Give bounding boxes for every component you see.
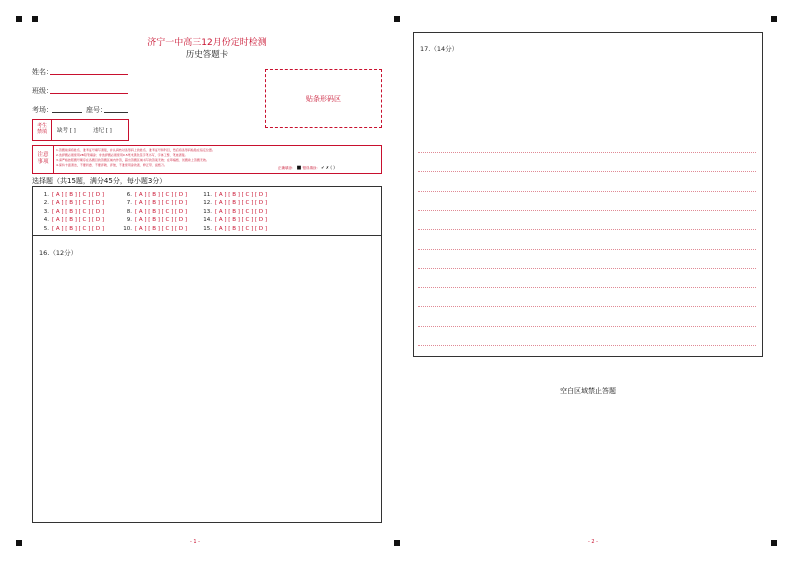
violation-checkbox[interactable]: 违纪 [ ] [93, 128, 112, 134]
mc-question-row[interactable] [123, 216, 187, 224]
answer-line [418, 210, 756, 211]
mc-options[interactable]: [ A ] [ B ] [ C ] [ D ] [52, 200, 105, 207]
registration-mark [32, 16, 38, 22]
q17-label: 17.（14分） [420, 45, 459, 53]
mc-question-row[interactable] [123, 199, 187, 207]
q17-answer-area[interactable] [413, 32, 763, 357]
barcode-label: 贴条形码区 [306, 95, 341, 103]
mc-question-row[interactable] [203, 199, 267, 207]
mc-question-row[interactable] [123, 225, 187, 233]
mc-question-number: 15. [203, 225, 212, 232]
mc-question-number: 6. [126, 192, 132, 198]
mc-column [123, 191, 187, 233]
mc-options[interactable]: [ A ] [ B ] [ C ] [ D ] [52, 225, 105, 232]
page-number-2: - 2 - [588, 539, 598, 545]
mc-question-number: 7. [126, 200, 132, 207]
registration-mark [16, 540, 22, 546]
class-field[interactable] [50, 93, 128, 94]
mc-question-row[interactable] [123, 208, 187, 216]
answer-line [418, 249, 756, 250]
mc-question-number: 8. [126, 208, 132, 215]
mc-question-number: 13. [203, 208, 212, 215]
barcode-area [265, 69, 382, 128]
registration-mark [394, 540, 400, 546]
answer-line [418, 326, 756, 327]
mc-question-number: 5. [43, 225, 49, 232]
q16-label: 16.（12分） [39, 249, 78, 257]
blank-area-notice: 空白区域禁止答题 [560, 387, 616, 395]
answer-line [418, 306, 756, 307]
registration-mark [394, 16, 400, 22]
registration-mark [16, 16, 22, 22]
mc-question-row[interactable] [203, 216, 267, 224]
mc-options[interactable]: [ A ] [ B ] [ C ] [ D ] [135, 225, 188, 232]
registration-mark [771, 16, 777, 22]
mc-options[interactable]: [ A ] [ B ] [ C ] [ D ] [215, 208, 268, 215]
name-label: 姓名： [32, 68, 53, 76]
class-label: 班级： [32, 87, 53, 95]
exam-title: 济宁一中高三12月份定时检测 [147, 38, 267, 48]
mc-options[interactable]: [ A ] [ B ] [ C ] [ D ] [215, 192, 268, 198]
name-field[interactable] [50, 74, 128, 75]
mc-question-number: 14. [203, 217, 212, 224]
fill-sample: 正确填涂： ■ 错误填涂： ✔ ✗ ( ) [278, 165, 335, 171]
mc-options[interactable]: [ A ] [ B ] [ C ] [ D ] [52, 192, 105, 198]
registration-mark [771, 540, 777, 546]
exam-marks-label: 考生 禁填 [33, 120, 52, 140]
mc-options[interactable]: [ A ] [ B ] [ C ] [ D ] [135, 217, 188, 224]
mc-question-number: 1. [43, 192, 49, 198]
mc-question-number: 9. [126, 217, 132, 224]
mc-options[interactable]: [ A ] [ B ] [ C ] [ D ] [135, 192, 188, 198]
answer-line [418, 268, 756, 269]
seat-field[interactable] [104, 112, 128, 113]
mc-question-row[interactable] [203, 208, 267, 216]
mc-options[interactable]: [ A ] [ B ] [ C ] [ D ] [135, 208, 188, 215]
mc-question-row[interactable] [40, 225, 104, 233]
room-field[interactable] [52, 112, 82, 113]
mc-question-number: 2. [43, 200, 49, 207]
notice-label: 注意 事项 [33, 146, 54, 173]
mc-question-row[interactable] [40, 199, 104, 207]
seat-label: 座号： [86, 106, 107, 114]
mc-question-number: 12. [203, 200, 212, 207]
answer-line [418, 229, 756, 230]
mc-options[interactable]: [ A ] [ B ] [ C ] [ D ] [135, 200, 188, 207]
answer-line [418, 345, 756, 346]
mc-question-row[interactable] [203, 225, 267, 233]
mc-question-number: 3. [43, 208, 49, 215]
mc-options[interactable]: [ A ] [ B ] [ C ] [ D ] [52, 217, 105, 224]
mc-options[interactable]: [ A ] [ B ] [ C ] [ D ] [215, 225, 268, 232]
mc-column [40, 191, 104, 233]
mc-question-row[interactable] [40, 216, 104, 224]
q16-answer-area[interactable] [32, 235, 382, 523]
mc-question-number: 4. [43, 217, 49, 224]
mc-column [203, 191, 267, 233]
mc-heading: 选择题（共15题，满分45分，每小题3分） [32, 177, 167, 185]
mc-question-row[interactable] [123, 191, 187, 199]
exam-marks-box [32, 119, 129, 141]
answer-line [418, 287, 756, 288]
mc-options[interactable]: [ A ] [ B ] [ C ] [ D ] [215, 200, 268, 207]
notice-box [32, 145, 382, 174]
card-title: 历史答题卡 [185, 50, 229, 60]
mc-question-row[interactable] [40, 208, 104, 216]
mc-options[interactable]: [ A ] [ B ] [ C ] [ D ] [52, 208, 105, 215]
mc-question-row[interactable] [40, 191, 104, 199]
answer-line [418, 191, 756, 192]
page-number-1: - 1 - [190, 539, 200, 545]
mc-question-number: 11. [203, 192, 212, 198]
absent-checkbox[interactable]: 缺考 [ ] [57, 128, 76, 134]
answer-line [418, 171, 756, 172]
notice-text: 1.答题前请将姓名、准考证号填写清楚，并认真核对条形码上的姓名、准考证号和科目，然后将条形码粘贴在指定位置。 2.选择题必须使用2B铅笔填涂；非选择题必须使用0.5毫米黑色签字笔书写，字体工整、笔迹清楚。 3.请严格按照题号顺序在各题目的答题区域内作答，超出答题区域书写的答案无效；在草稿纸、试题卷上答题无效。 4.保持卡面清洁，不要折叠、不要弄破、弄皱，不准使用涂改液、修正带、刮纸刀。 [56, 148, 215, 167]
room-label: 考场： [32, 106, 53, 114]
mc-question-row[interactable] [203, 191, 267, 199]
mc-options[interactable]: [ A ] [ B ] [ C ] [ D ] [215, 217, 268, 224]
answer-line [418, 152, 756, 153]
mc-question-number: 10. [123, 225, 132, 232]
